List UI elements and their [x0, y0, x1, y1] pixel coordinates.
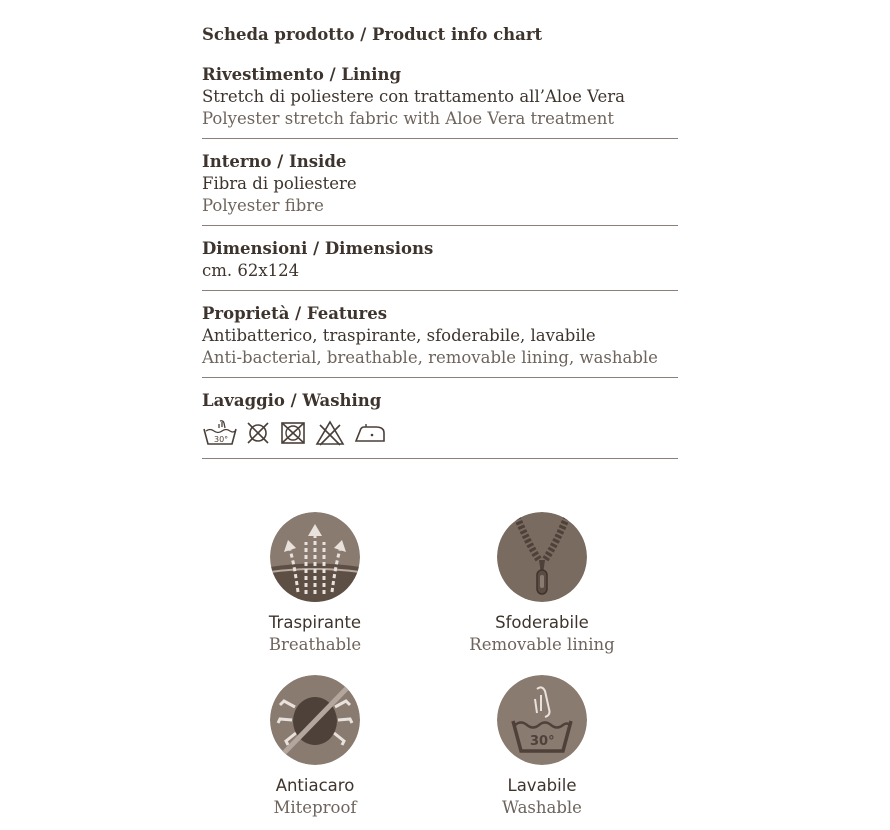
sheet-title: Scheda prodotto / Product info chart	[202, 25, 543, 44]
low-iron-icon	[352, 419, 388, 447]
feature-breathable	[215, 512, 415, 656]
lining-it: Stretch di poliestere con trattamento all’Aloe Vera	[202, 87, 625, 106]
no-dry-clean-icon	[278, 419, 308, 447]
inside-en: Polyester fibre	[202, 196, 324, 215]
feature-removable	[442, 512, 642, 656]
dimensions-value: cm. 62x124	[202, 261, 300, 280]
features-heading: Proprietà / Features	[202, 304, 388, 323]
inside-heading: Interno / Inside	[202, 152, 347, 171]
removable-badge	[497, 512, 587, 602]
dimensions-heading: Dimensioni / Dimensions	[202, 239, 434, 258]
breathable-badge	[270, 512, 360, 602]
features-it: Antibatterico, traspirante, sfoderabile, lavabile	[202, 326, 596, 345]
inside-row	[202, 139, 678, 226]
removable-label-it: Sfoderabile	[495, 613, 589, 632]
features-row	[202, 291, 678, 378]
miteproof-badge	[270, 675, 360, 765]
no-tumble-dry-icon	[244, 419, 272, 447]
breathable-icon	[270, 512, 360, 602]
washable-30-icon	[497, 675, 587, 765]
feature-miteproof	[215, 675, 415, 819]
hand-wash-30-icon	[202, 419, 238, 447]
breathable-label-en: Breathable	[268, 635, 362, 654]
washable-label-it: Lavabile	[507, 776, 577, 795]
breathable-label-it: Traspirante	[268, 613, 362, 632]
removable-label-en: Removable lining	[469, 635, 615, 654]
miteproof-label-en: Miteproof	[273, 798, 357, 817]
washing-heading: Lavaggio / Washing	[202, 391, 382, 410]
zipper-icon	[497, 512, 587, 602]
inside-it: Fibra di poliestere	[202, 174, 357, 193]
washable-label-en: Washable	[502, 798, 582, 817]
lining-en: Polyester stretch fabric with Aloe Vera treatment	[202, 109, 614, 128]
hand-wash-temp: 30°	[214, 435, 229, 444]
lining-row	[202, 64, 678, 139]
feature-washable	[442, 675, 642, 819]
lining-heading: Rivestimento / Lining	[202, 65, 402, 84]
miteproof-label-it: Antiacaro	[275, 776, 355, 795]
product-info-sheet	[202, 24, 678, 459]
features-en: Anti-bacterial, breathable, removable lining, washable	[202, 348, 658, 367]
washable-temp: 30°	[530, 734, 555, 749]
washable-badge	[497, 675, 587, 765]
no-bleach-icon	[314, 419, 346, 447]
mite-proof-icon	[270, 675, 360, 765]
washing-row	[202, 378, 678, 459]
care-symbols	[202, 418, 678, 448]
dimensions-row	[202, 226, 678, 291]
